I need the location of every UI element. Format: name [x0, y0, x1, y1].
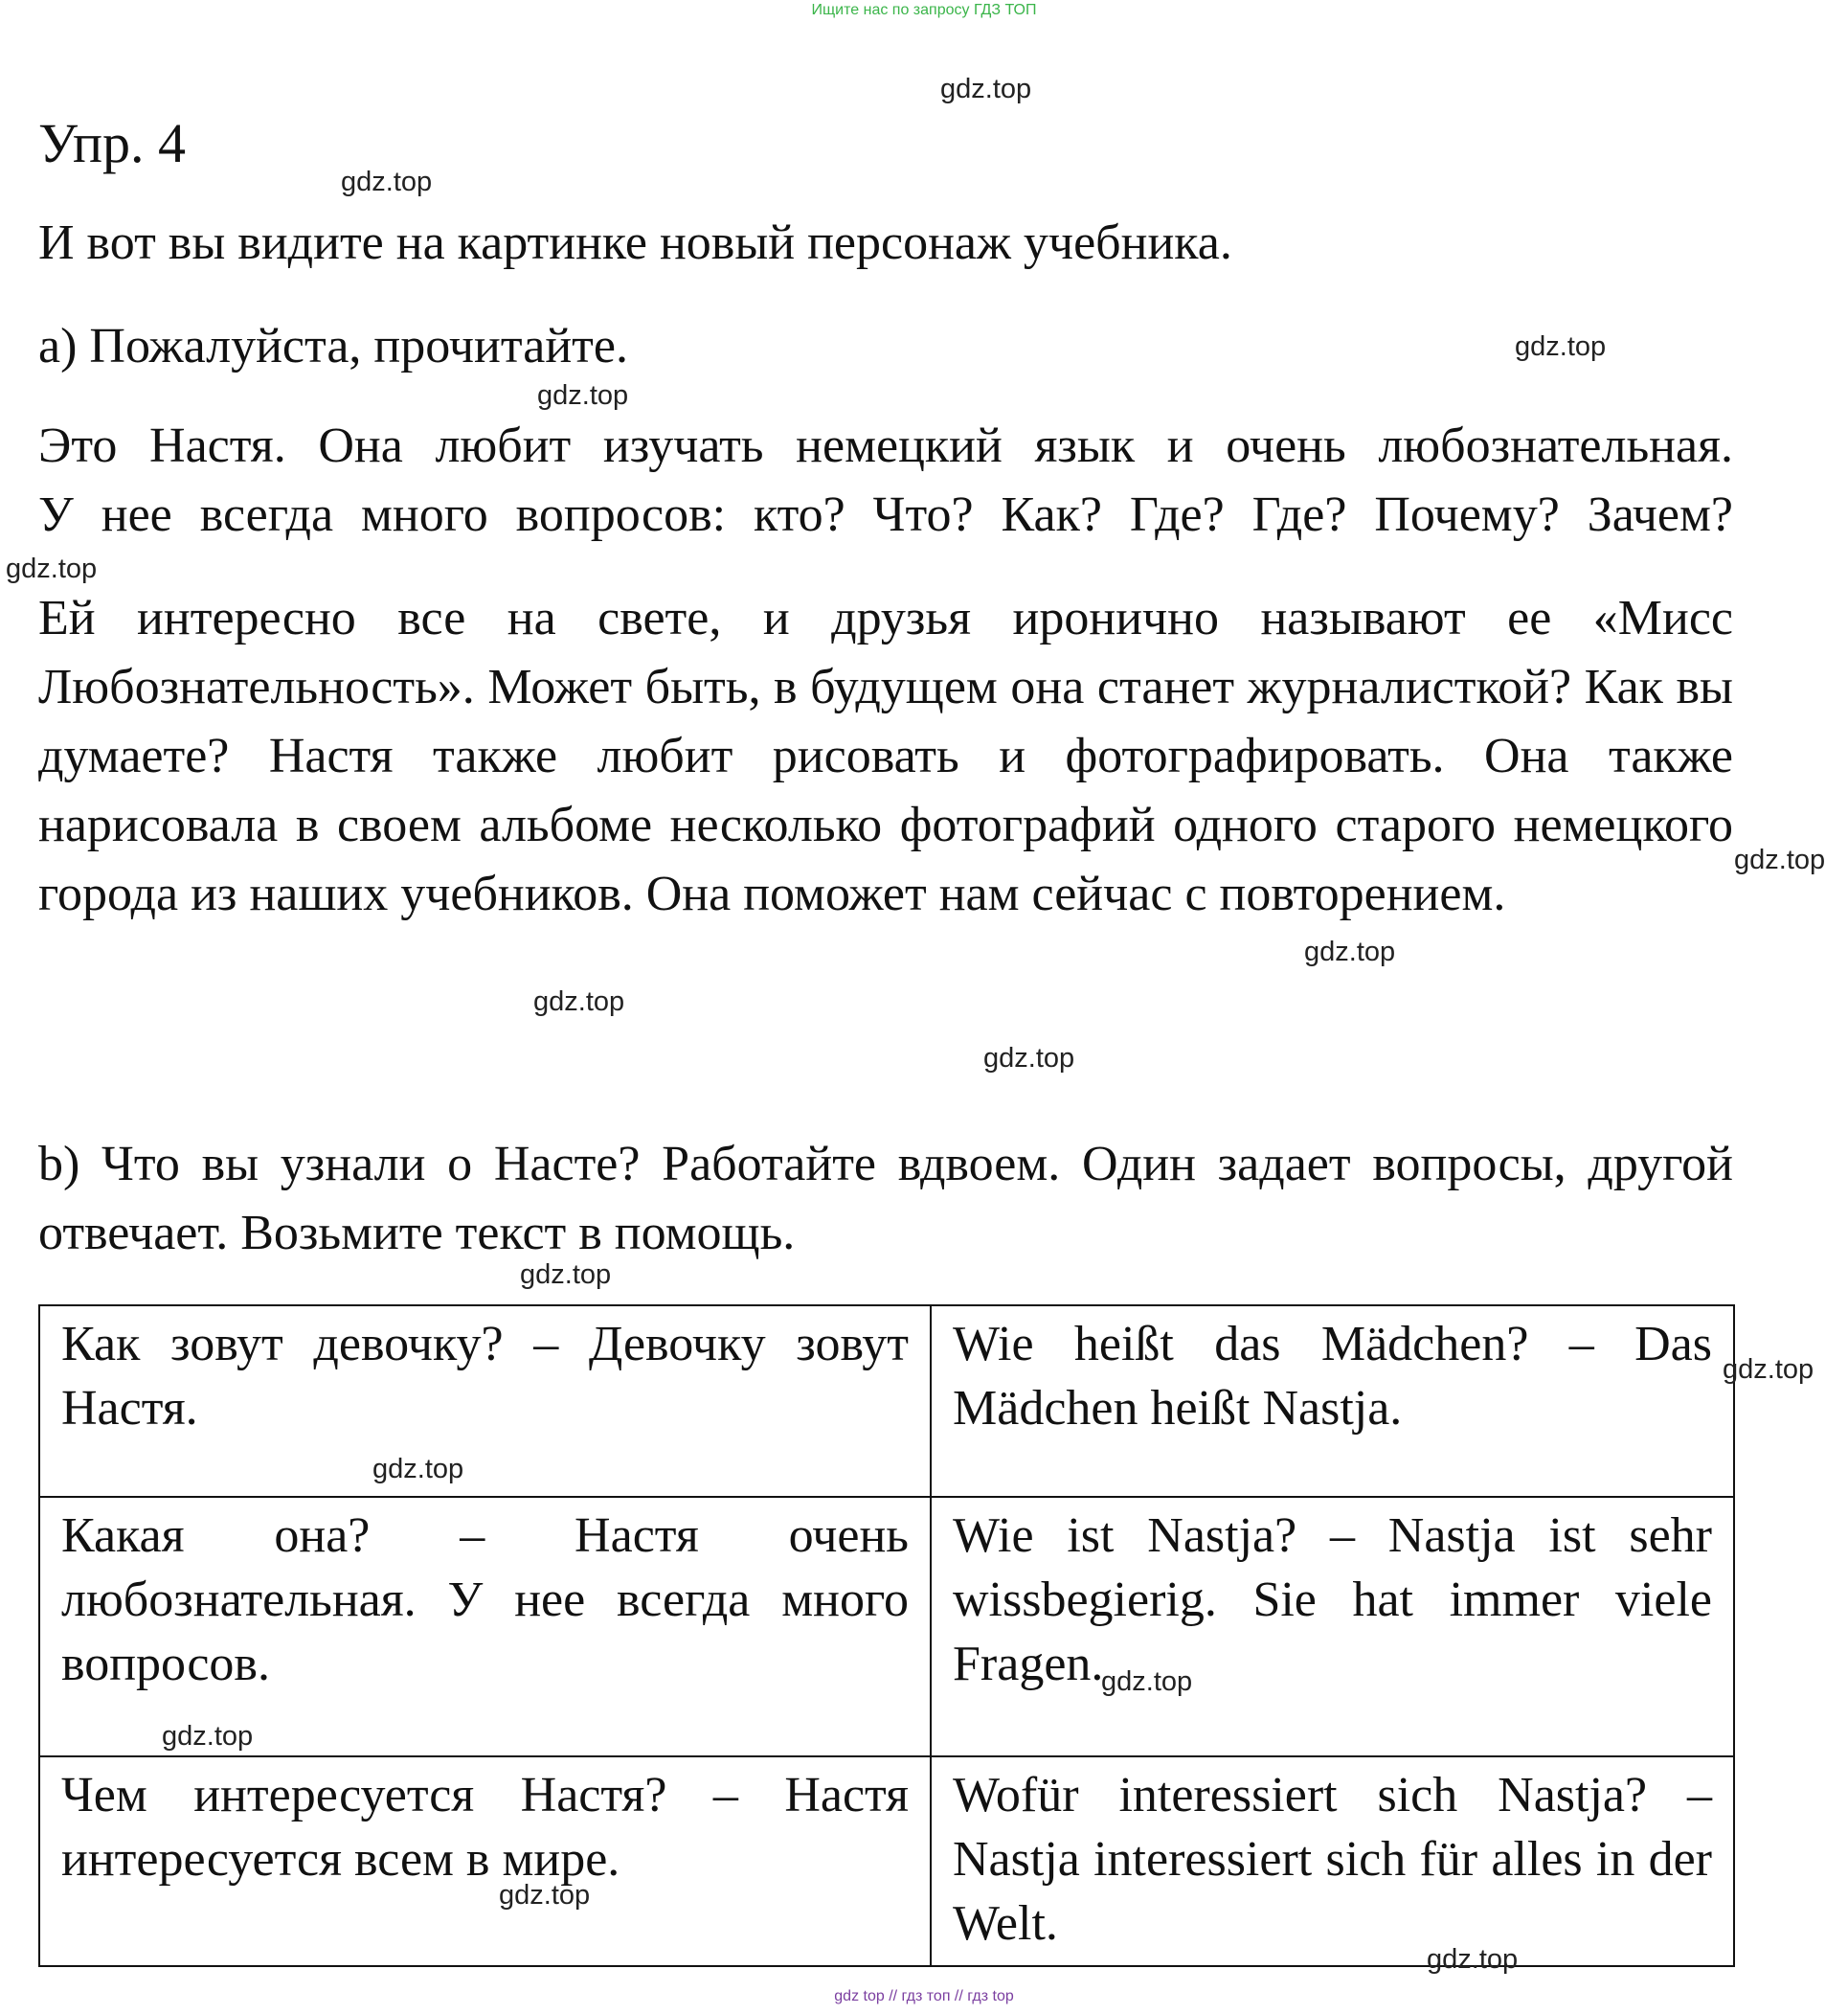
watermark: gdz.top	[341, 167, 433, 197]
part-b-heading: b) Что вы узнали о Насте? Работайте вдвоем. Один задает вопросы, другой отвечает. Возьмите текст в помощь.	[38, 1137, 1733, 1260]
watermark: gdz.top	[372, 1454, 464, 1484]
watermark: gdz.top	[537, 380, 629, 411]
question-answer-de: Wie heißt das Mädchen? – Das Mädchen heißt Nastja.	[931, 1305, 1734, 1497]
watermark: gdz.top	[1427, 1944, 1519, 1975]
top-banner[interactable]: Ищите нас по запросу ГДЗ ТОП	[811, 2, 1037, 18]
question-answer-ru: Какая она? – Настя очень любознательная. У нее всегда много вопросов.	[39, 1497, 931, 1756]
watermark: gdz.top	[983, 1043, 1075, 1074]
watermark: gdz.top	[940, 74, 1032, 104]
exercise-intro: И вот вы видите на картинке новый персонаж учебника.	[38, 215, 1232, 270]
part-a-line-1: Это Настя. Она любит изучать немецкий язык и очень любознательная.	[38, 419, 1733, 473]
table-row	[39, 1305, 1734, 1497]
watermark: gdz.top	[162, 1721, 254, 1752]
dialogue-table	[38, 1304, 1735, 1967]
watermark: gdz.top	[1723, 1354, 1814, 1385]
watermark: gdz.top	[1101, 1666, 1193, 1697]
watermark: gdz.top	[1304, 937, 1396, 967]
question-answer-de: Wie ist Nastja? – Nastja ist sehr wissbegierig. Sie hat immer viele Fragen.	[931, 1497, 1734, 1756]
watermark: gdz.top	[6, 554, 98, 584]
question-answer-ru: Чем интересуется Настя? – Настя интересуется всем в мире.	[39, 1756, 931, 1966]
question-answer-de: Wofür interessiert sich Nastja? – Nastja interessiert sich für alles in der Welt.	[931, 1756, 1734, 1966]
table-row	[39, 1756, 1734, 1966]
table-row	[39, 1497, 1734, 1756]
footer-links[interactable]: gdz top // гдз топ // гдз top	[834, 1988, 1014, 2004]
part-a-line-2: У нее всегда много вопросов: кто? Что? Как? Где? Где? Почему? Зачем?	[38, 487, 1733, 542]
watermark: gdz.top	[499, 1880, 591, 1911]
part-a-heading: а) Пожалуйста, прочитайте.	[38, 319, 628, 373]
watermark: gdz.top	[1515, 331, 1607, 362]
question-answer-ru: Как зовут девочку? – Девочку зовут Настя.	[39, 1305, 931, 1497]
watermark: gdz.top	[1734, 845, 1826, 875]
watermark: gdz.top	[520, 1259, 612, 1290]
watermark: gdz.top	[533, 986, 625, 1017]
exercise-title: Упр. 4	[38, 112, 187, 174]
part-a-paragraph: Ей интересно все на свете, и друзья иронично называют ее «Мисс Любознательность». Может быть, в будущем она станет журналисткой? Как вы думаете? Настя также любит рисовать и фотографировать. Она также нарисовала в своем альбоме несколько фотографий одного старого немецкого города из наших учебников. Она поможет нам сейчас с повторением.	[38, 591, 1733, 921]
